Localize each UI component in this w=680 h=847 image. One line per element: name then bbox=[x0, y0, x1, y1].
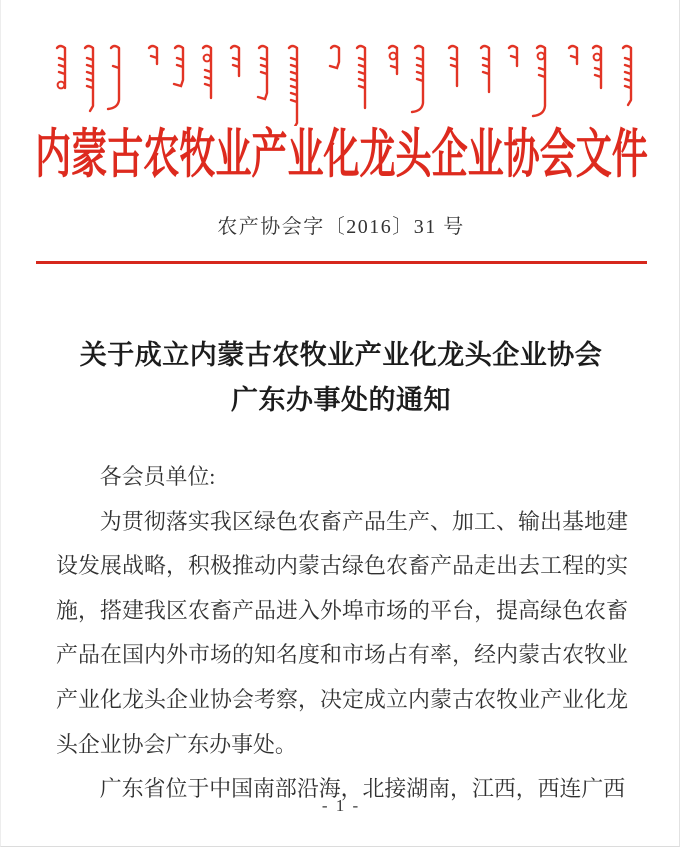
body-paragraph-2: 广东省位于中国南部沿海，北接湖南，江西，西连广西 bbox=[99, 776, 626, 802]
org-title-text: 内蒙古农牧业产业化龙头企业协会文件 bbox=[34, 125, 648, 184]
org-title-banner bbox=[1, 118, 680, 192]
mongolian-script-icon bbox=[53, 40, 643, 126]
notice-title bbox=[1, 333, 680, 423]
document-number: 农产协会字〔2016〕31 号 bbox=[217, 216, 465, 238]
page-number: - 1 - bbox=[321, 796, 361, 815]
salutation: 各会员单位: bbox=[99, 464, 216, 489]
notice-title-line-1: 关于成立内蒙古农牧业产业化龙头企业协会 bbox=[79, 340, 603, 370]
notice-title-line-2: 广东办事处的通知 bbox=[231, 385, 451, 415]
red-divider-line bbox=[36, 261, 647, 264]
document-body bbox=[56, 455, 628, 812]
body-paragraph-1: 为贯彻落实我区绿色农畜产品生产、加工、输出基地建设发展战略，积极推动内蒙古绿色农畜产品走出去工程的实施，搭建我区农畜产品进入外埠市场的平台，提高绿色农畜产品在国内外市场的知名度和市场占有率，经内蒙古农牧业产业化龙头企业协会考察，决定成立内蒙古农牧业产业化龙头企业协会广东办事处。 bbox=[56, 508, 628, 757]
